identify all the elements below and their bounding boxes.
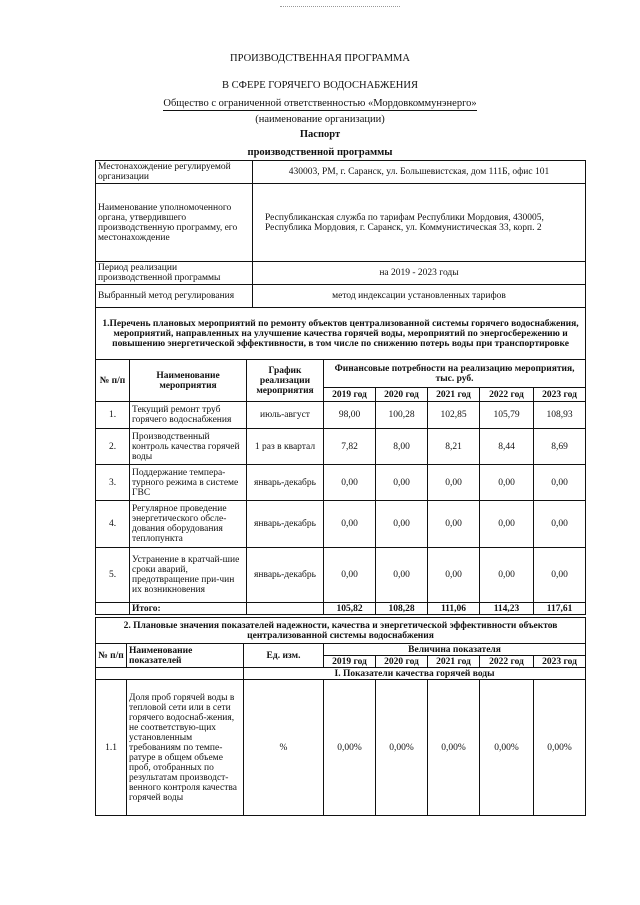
- row-value: 0,00: [324, 465, 376, 501]
- total-value: 111,06: [428, 603, 480, 615]
- passport-row: [96, 184, 586, 262]
- group-heading: I. Показатели качества горячей воды: [244, 668, 586, 680]
- row-name: Доля проб горячей воды в тепловой сети или в сети горячего водоснаб-жения, не соответствую-щих установленным требованиям по темпе-ратуре в общем объеме проб, отобранных по результатам производст-венного контроля качества горячей воды: [127, 680, 244, 816]
- year-header: 2022 год: [480, 656, 534, 668]
- organization-name: [0, 98, 640, 111]
- row-schedule: январь-декабрь: [247, 465, 324, 501]
- row-value: 100,28: [376, 402, 428, 429]
- organization-name-text: Общество с ограниченной ответственностью «Мордовкоммунэнерго»: [163, 98, 477, 109]
- row-num: 1.: [96, 402, 130, 429]
- table-row: [96, 548, 586, 603]
- row-value: 0,00: [376, 501, 428, 548]
- year-header: 2019 год: [324, 656, 376, 668]
- year-header: 2020 год: [376, 656, 428, 668]
- row-name: Поддержание темпера-турного режима в системе ГВС: [130, 465, 247, 501]
- row-num: 2.: [96, 429, 130, 465]
- row-unit: %: [244, 680, 324, 816]
- row-value: 8,00: [376, 429, 428, 465]
- total-label: Итого:: [130, 603, 247, 615]
- row-value: 0,00: [534, 548, 586, 603]
- row-num: 3.: [96, 465, 130, 501]
- organization-caption: (наименование организации): [255, 114, 385, 125]
- row-value: 0,00: [428, 548, 480, 603]
- total-value: 108,28: [376, 603, 428, 615]
- row-schedule: январь-декабрь: [247, 501, 324, 548]
- row-value: 0,00: [324, 501, 376, 548]
- indicators-table: [95, 617, 586, 816]
- row-value: 0,00: [428, 501, 480, 548]
- year-header: 2023 год: [534, 388, 586, 402]
- col-values-header: Величина показателя: [324, 644, 586, 656]
- table-row: [96, 501, 586, 548]
- row-value: 0,00: [376, 548, 428, 603]
- table-row: [96, 680, 586, 816]
- row-value: 8,44: [480, 429, 534, 465]
- row-name: Устранение в кратчай-шие сроки аварий, предотвращение при-чин их возникновения: [130, 548, 247, 603]
- col-finance-header: Финансовые потребности на реализацию мероприятия, тыс. руб.: [324, 360, 586, 388]
- passport-value: Республиканская служба по тарифам Республики Мордовия, 430005, Республика Мордовия, г. Саранск, ул. Коммунистическая 33, корп. 2: [253, 184, 586, 262]
- col-name-header: Наименование мероприятия: [130, 360, 247, 402]
- row-value: 0,00: [376, 465, 428, 501]
- passport-label: Период реализации производственной программы: [96, 262, 253, 285]
- row-value: 108,93: [534, 402, 586, 429]
- year-header: 2021 год: [428, 388, 480, 402]
- col-num-header: № п/п: [96, 360, 130, 402]
- section2-title: 2. Плановые значения показателей надежности, качества и энергетической эффективности объектов централизованной системы водоснабжения: [96, 618, 586, 644]
- table-row: [96, 465, 586, 501]
- passport-value: метод индексации установленных тарифов: [253, 285, 586, 308]
- row-name: Производственный контроль качества горячей воды: [130, 429, 247, 465]
- program-subtitle: В СФЕРЕ ГОРЯЧЕГО ВОДОСНАБЖЕНИЯ: [222, 80, 418, 91]
- program-title: ПРОИЗВОДСТВЕННАЯ ПРОГРАММА: [230, 53, 410, 64]
- passport-label: Местонахождение регулируемой организации: [96, 161, 253, 184]
- table-row: [96, 402, 586, 429]
- passport-value: 430003, РМ, г. Саранск, ул. Большевистская, дом 111Б, офис 101: [253, 161, 586, 184]
- year-header: 2023 год: [534, 656, 586, 668]
- row-value: 98,00: [324, 402, 376, 429]
- row-num: 4.: [96, 501, 130, 548]
- row-num: 1.1: [96, 680, 127, 816]
- col-schedule-header: График реализации мероприятия: [247, 360, 324, 402]
- passport-row: [96, 161, 586, 184]
- total-value: 117,61: [534, 603, 586, 615]
- year-header: 2022 год: [480, 388, 534, 402]
- row-value: 8,69: [534, 429, 586, 465]
- row-schedule: январь-декабрь: [247, 548, 324, 603]
- row-value: 0,00%: [376, 680, 428, 816]
- passport-label: Выбранный метод регулирования: [96, 285, 253, 308]
- measures-table: [95, 307, 586, 615]
- top-scan-mark: [280, 0, 400, 7]
- passport-table: [95, 160, 586, 308]
- total-value: 114,23: [480, 603, 534, 615]
- row-value: 0,00%: [480, 680, 534, 816]
- row-value: 0,00%: [534, 680, 586, 816]
- row-value: 8,21: [428, 429, 480, 465]
- year-header: 2019 год: [324, 388, 376, 402]
- row-value: 0,00: [428, 465, 480, 501]
- total-value: 105,82: [324, 603, 376, 615]
- row-value: 0,00: [480, 465, 534, 501]
- section1-title: 1.Перечень плановых мероприятий по ремонту объектов централизованной системы горячего водоснабжения, мероприятий, направленных на улучшение качества горячей воды, мероприятий по энергосбережению и повышению энергетической эффективности, в том числе по снижению потерь воды при транспортировке: [96, 308, 586, 360]
- row-value: 0,00: [534, 465, 586, 501]
- passport-heading: Паспорт: [299, 129, 341, 140]
- row-value: 105,79: [480, 402, 534, 429]
- row-value: 0,00: [324, 548, 376, 603]
- passport-label: Наименование уполномоченного органа, утвердившего производственную программу, его местонахождение: [96, 184, 253, 262]
- total-row: [96, 603, 586, 615]
- row-value: 0,00%: [428, 680, 480, 816]
- row-name: Регулярное проведение энергетического обсле-дования оборудования теплопункта: [130, 501, 247, 548]
- passport-row: [96, 262, 586, 285]
- year-header: 2020 год: [376, 388, 428, 402]
- col-num-header: № п/п: [96, 644, 127, 668]
- row-value: 0,00: [480, 501, 534, 548]
- row-value: 0,00%: [324, 680, 376, 816]
- row-num: 5.: [96, 548, 130, 603]
- row-name: Текущий ремонт труб горячего водоснабжения: [130, 402, 247, 429]
- table-row: [96, 429, 586, 465]
- row-schedule: июль-август: [247, 402, 324, 429]
- passport-value: на 2019 - 2023 годы: [253, 262, 586, 285]
- row-value: 0,00: [480, 548, 534, 603]
- year-header: 2021 год: [428, 656, 480, 668]
- row-value: 7,82: [324, 429, 376, 465]
- row-schedule: 1 раз в квартал: [247, 429, 324, 465]
- col-name-header: Наименование показателей: [127, 644, 244, 668]
- row-value: 102,85: [428, 402, 480, 429]
- row-value: 0,00: [534, 501, 586, 548]
- passport-row: [96, 285, 586, 308]
- passport-subheading: производственной программы: [247, 147, 393, 158]
- col-unit-header: Ед. изм.: [244, 644, 324, 668]
